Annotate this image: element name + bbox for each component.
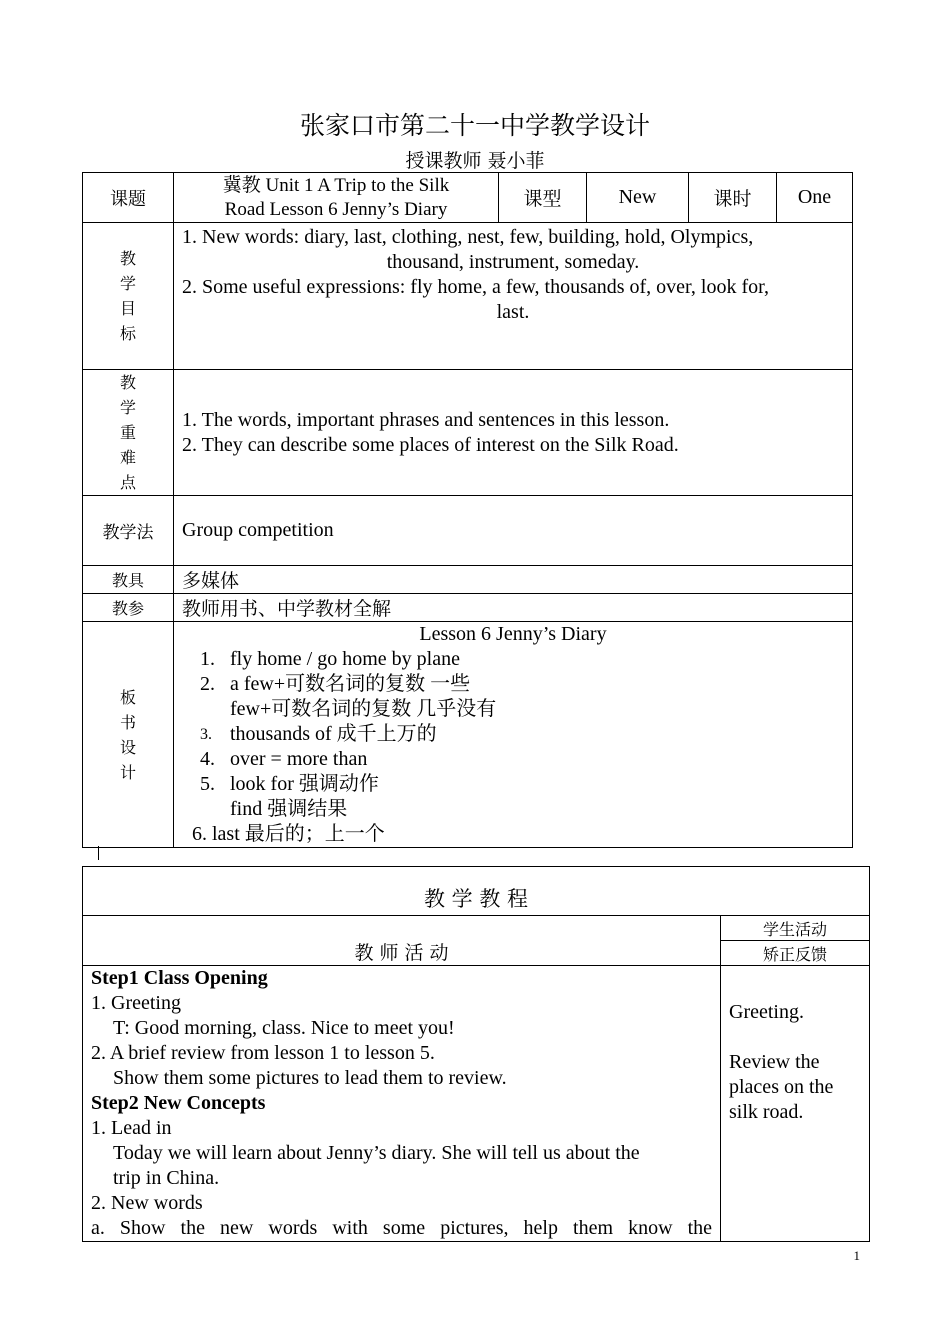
tools-value: 多媒体 bbox=[174, 566, 853, 594]
board-item: find 强调结果 bbox=[230, 798, 348, 820]
goals-line: thousand, instrument, someday. bbox=[386, 251, 640, 273]
teacher-activity-content bbox=[83, 966, 721, 1242]
activity-line: 1. Lead in bbox=[91, 1117, 172, 1139]
activity-line: T: Good morning, class. Nice to meet you! bbox=[113, 1017, 455, 1039]
lesson-info-table bbox=[82, 172, 853, 848]
activity-line: Today we will learn about Jenny’s diary. She will tell us about the bbox=[113, 1142, 640, 1164]
goals-line: last. bbox=[496, 301, 530, 323]
topic-line-2: Road Lesson 6 Jenny’s Diary bbox=[224, 198, 448, 220]
key-point: 1. The words, important phrases and sentences in this lesson. bbox=[182, 408, 670, 431]
feedback-header: 矫正反馈 bbox=[721, 941, 870, 966]
hours-label: 课时 bbox=[689, 173, 777, 223]
key-point: 2. They can describe some places of interest on the Silk Road. bbox=[182, 433, 679, 456]
text-cursor bbox=[98, 846, 99, 860]
goals-line: 2. Some useful expressions: fly home, a few, thousands of, over, look for, bbox=[182, 276, 769, 298]
teaching-process-table bbox=[82, 866, 870, 1242]
activity-line: trip in China. bbox=[113, 1167, 220, 1189]
process-header: 教 学 教 程 bbox=[83, 867, 870, 916]
key-points-content bbox=[174, 370, 853, 496]
step-heading: Step2 New Concepts bbox=[91, 1092, 266, 1114]
activity-line: Show them some pictures to lead them to review. bbox=[113, 1067, 507, 1089]
board-item: 2. a few+可数名词的复数 一些 bbox=[200, 673, 471, 695]
method-label: 教学法 bbox=[83, 496, 174, 566]
board-item: few+可数名词的复数 几乎没有 bbox=[230, 698, 497, 720]
student-activity-content bbox=[721, 966, 870, 1242]
hours-value: One bbox=[777, 173, 853, 223]
activity-line: a. Show the new words with some pictures, help them know the bbox=[91, 1217, 712, 1239]
student-line: Greeting. bbox=[729, 1001, 804, 1023]
step-heading: Step1 Class Opening bbox=[91, 967, 268, 989]
activity-line: 2. A brief review from lesson 1 to lesson 5. bbox=[91, 1042, 435, 1064]
topic-line-1: 冀教 Unit 1 A Trip to the Silk bbox=[222, 174, 450, 196]
board-item: 1. fly home / go home by plane bbox=[200, 648, 460, 670]
tools-label: 教具 bbox=[83, 566, 174, 594]
teacher-name: 授课教师 聂小菲 bbox=[405, 150, 545, 172]
topic-value bbox=[174, 173, 499, 223]
goals-label: 教 学 目 标 bbox=[83, 223, 174, 370]
goals-line: 1. New words: diary, last, clothing, nest, few, building, hold, Olympics, bbox=[182, 226, 754, 248]
type-label: 课型 bbox=[499, 173, 587, 223]
refs-value: 教师用书、中学教材全解 bbox=[174, 594, 853, 622]
key-points-label: 教 学 重 难 点 bbox=[83, 370, 174, 496]
refs-label: 教参 bbox=[83, 594, 174, 622]
board-design-label: 板 书 设 计 bbox=[83, 622, 174, 848]
board-title: Lesson 6 Jenny’s Diary bbox=[419, 623, 607, 645]
student-activity-header: 学生活动 bbox=[721, 916, 870, 941]
topic-label: 课题 bbox=[83, 173, 174, 223]
board-item: 4. over = more than bbox=[200, 748, 368, 770]
student-line: Review the bbox=[729, 1051, 820, 1073]
document-title: 张家口市第二十一中学教学设计 bbox=[299, 111, 650, 140]
board-list bbox=[174, 647, 852, 822]
type-value: New bbox=[587, 173, 689, 223]
method-value: Group competition bbox=[174, 496, 853, 566]
board-item: 5. look for 强调动作 bbox=[200, 773, 379, 795]
goals-content bbox=[174, 223, 853, 370]
teacher-activity-header: 教 师 活 动 bbox=[83, 916, 721, 966]
activity-line: 2. New words bbox=[91, 1192, 203, 1214]
page-number: 1 bbox=[853, 1248, 860, 1263]
student-line: places on the bbox=[729, 1076, 834, 1098]
activity-line: 1. Greeting bbox=[91, 992, 181, 1014]
student-line: silk road. bbox=[729, 1101, 804, 1123]
board-item: 3. thousands of 成千上万的 bbox=[200, 723, 437, 745]
board-last-item: 6. last 最后的；上一个 bbox=[192, 823, 385, 845]
board-design-content bbox=[174, 622, 853, 848]
